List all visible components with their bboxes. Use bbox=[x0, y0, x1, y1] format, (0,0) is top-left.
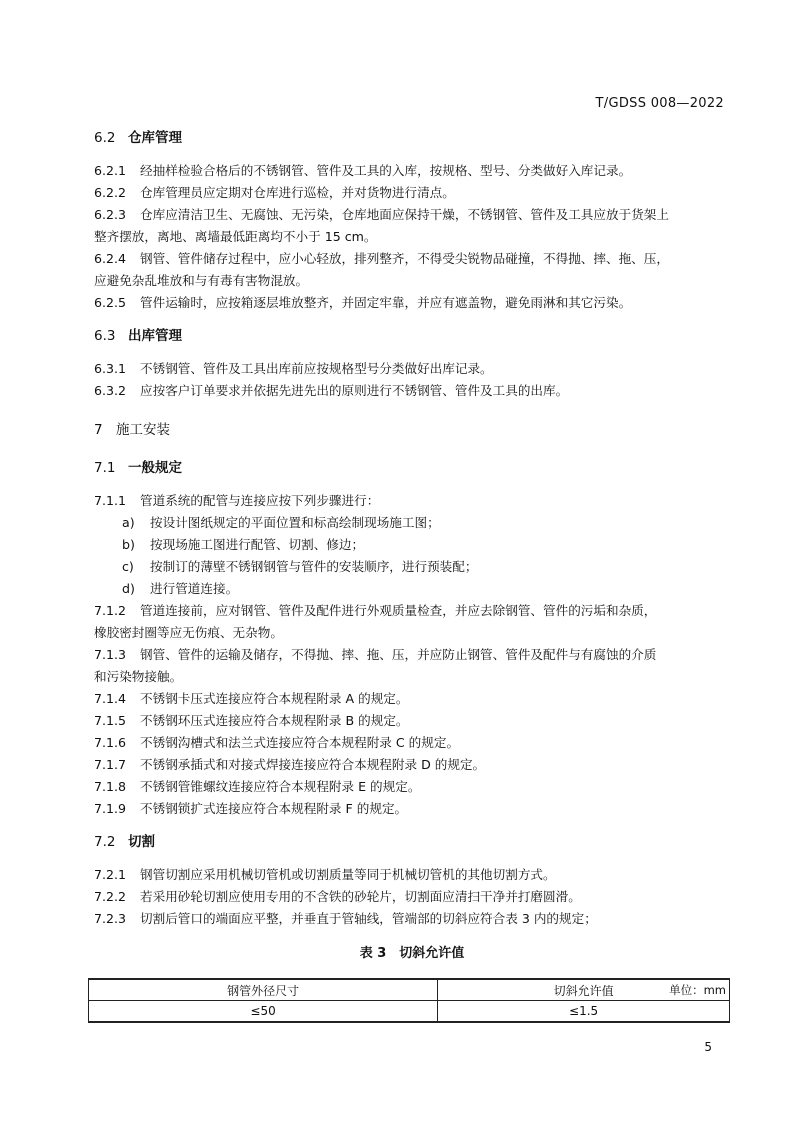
table-header-cell: 钢管外径尺寸 bbox=[89, 979, 438, 1001]
clause-6-2-1: 6.2.1 经抽样检验合格后的不锈钢管、管件及工具的入库，按规格、型号、分类做好入库记录。 bbox=[94, 163, 632, 178]
table-cell: ≤1.5 bbox=[438, 1001, 730, 1023]
clause-7-1-1: 7.1.1 管道系统的配管与连接应按下列步骤进行： bbox=[94, 493, 380, 508]
table-unit: 单位：mm bbox=[669, 983, 726, 997]
table-row bbox=[89, 1001, 730, 1023]
clause-6-3-2: 6.3.2 应按客户订单要求并依据先进先出的原则进行不锈钢管、管件及工具的出库。 bbox=[94, 383, 569, 398]
table-cell: ≤50 bbox=[89, 1001, 438, 1023]
clause-7-2-1: 7.2.1 钢管切割应采用机械切管机或切割质量等同于机械切管机的其他切割方式。 bbox=[94, 867, 556, 882]
clause-7-2-3: 7.2.3 切割后管口的端面应平整，并垂直于管轴线，管端部的切斜应符合表 3 内的规定； bbox=[94, 911, 597, 926]
tolerance-table bbox=[88, 978, 730, 1023]
page-number: 5 bbox=[704, 1040, 712, 1054]
chapter-heading-7: 7 施工安装 bbox=[94, 422, 170, 438]
clause-7-2-2: 7.2.2 若采用砂轮切割应使用专用的不含铁的砂轮片，切割面应清扫干净并打磨圆滑。 bbox=[94, 889, 581, 904]
section-heading-6-3: 6.3 出库管理 bbox=[94, 328, 182, 344]
section-heading-7-1: 7.1 一般规定 bbox=[94, 460, 182, 476]
clause-6-2-2: 6.2.2 仓库管理员应定期对仓库进行巡检，并对货物进行清点。 bbox=[94, 185, 455, 200]
table-header-cell: 切斜允许值 bbox=[438, 979, 730, 1001]
step-a: a) 按设计图纸规定的平面位置和标高绘制现场施工图； bbox=[122, 515, 440, 530]
section-heading-7-2: 7.2 切割 bbox=[94, 834, 155, 850]
table-title: 表 3 切斜允许值 bbox=[359, 946, 465, 961]
clause-6-2-4: 6.2.4 钢管、管件储存过程中，应小心轻放，排列整齐，不得受尖锐物品碰撞，不得抛、摔、拖、压， 应避免杂乱堆放和与有毒有害物混放。 bbox=[94, 251, 669, 288]
clause-7-1-7: 7.1.7 不锈钢承插式和对接式焊接连接应符合本规程附录 D 的规定。 bbox=[94, 757, 486, 772]
clause-6-3-1: 6.3.1 不锈钢管、管件及工具出库前应按规格型号分类做好出库记录。 bbox=[94, 361, 493, 376]
step-c: c) 按制订的薄壁不锈钢钢管与管件的安装顺序，进行预装配； bbox=[122, 559, 478, 574]
document-code: T/GDSS 008—2022 bbox=[595, 96, 724, 111]
clause-7-1-8: 7.1.8 不锈钢管锥螺纹连接应符合本规程附录 E 的规定。 bbox=[94, 779, 421, 794]
clause-7-1-9: 7.1.9 不锈钢锁扩式连接应符合本规程附录 F 的规定。 bbox=[94, 801, 408, 816]
table-header-row bbox=[89, 979, 730, 1001]
clause-7-1-2: 7.1.2 管道连接前，应对钢管、管件及配件进行外观质量检查，并应去除钢管、管件的污垢和杂质， 橡胶密封圈等应无伤痕、无杂物。 bbox=[94, 603, 657, 640]
page-body bbox=[94, 128, 730, 998]
clause-6-2-3: 6.2.3 仓库应清洁卫生、无腐蚀、无污染，仓库地面应保持干燥，不锈钢管、管件及工具应放于货架上 整齐摆放，离地、离墙最低距离均不小于 15 cm。 bbox=[94, 207, 669, 244]
step-d: d) 进行管道连接。 bbox=[122, 581, 239, 596]
clause-7-1-3: 7.1.3 钢管、管件的运输及储存，不得抛、摔、拖、压，并应防止钢管、管件及配件与有腐蚀的介质 和污染物接触。 bbox=[94, 647, 657, 684]
section-heading-6-2: 6.2 仓库管理 bbox=[94, 130, 182, 146]
clause-7-1-4: 7.1.4 不锈钢卡压式连接应符合本规程附录 A 的规定。 bbox=[94, 691, 409, 706]
clause-7-1-6: 7.1.6 不锈钢沟槽式和法兰式连接应符合本规程附录 C 的规定。 bbox=[94, 735, 460, 750]
clause-7-1-5: 7.1.5 不锈钢环压式连接应符合本规程附录 B 的规定。 bbox=[94, 713, 409, 728]
clause-6-2-5: 6.2.5 管件运输时，应按箱逐层堆放整齐，并固定牢靠，并应有遮盖物，避免雨淋和其它污染。 bbox=[94, 295, 632, 310]
step-b: b) 按现场施工图进行配管、切割、修边； bbox=[122, 537, 365, 552]
